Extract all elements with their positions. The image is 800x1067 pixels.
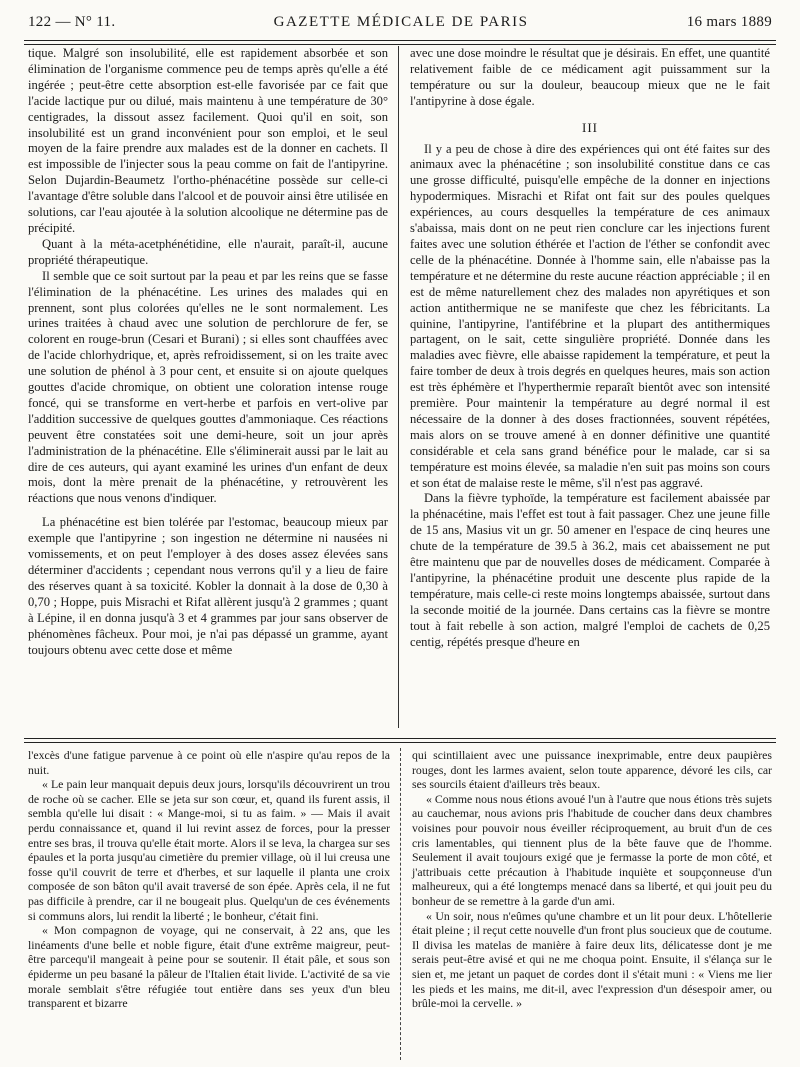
article-column-left xyxy=(28,46,388,658)
paragraph: Il y a peu de chose à dire des expériences qui ont été faites sur des animaux avec la phénacétine ; son insolubilité constitue dans ce cas une grosse difficulté, puisqu'elle empêche de la donner en injections hypodermiques. Misrachi et Rifat ont fait sur des poules quelques expériences, au cours desquelles la température de ces animaux s'abaissa, mais dont on ne peut rien conclure car les injections furent faites avec une solution éthérée et l'action de l'éther se confondit avec celle de la phénacétine. Donnée à l'homme sain, elle n'abaisse pas la température et ne détermine du reste aucune réaction appréciable ; il en est de même naturellement chez des malades non apyrétiques et son action antithermique ne se manifeste que chez les fébricitants. La quinine, l'antipyrine, l'antifébrine et la plupart des antithermiques partagent, on le sait, cette singulière propriété. Donnée dans les maladies avec fièvre, elle abaisse rapidement la température, et peut la faire tomber de deux à trois degrés en quelques heures, mais son action est très éphémère et l'hyperthermie reparaît bientôt avec son intensité première. Pour maintenir la température au degré normal il est nécessaire de la donner à des doses fractionnées, souvent répétées, mais alors on se trouve amené à en donner définitive une quantité considérable et cela sans grand bénéfice pour le malade, car si sa température est moins élevée, sa maladie n'en suit pas moins son cours et son état de malaise reste le même, s'il n'est pas aggravé. xyxy=(410,141,770,490)
paragraph: Quant à la méta-acetphénétidine, elle n'aurait, paraît-il, aucune propriété thérapeutique. xyxy=(28,236,388,267)
paragraph: La phénacétine est bien tolérée par l'estomac, beaucoup mieux par exemple que l'antipyrine ; son ingestion ne détermine ni nausées ni vomissements, et on peut l'employer à des doses assez élevées sans déterminer d'accidents ; cependant nous verrons qu'il y a lieu de faire des réserves quant à sa toxicité. Kobler la donnait à la dose de 0,30 à 0,70 ; Hoppe, puis Misrachi et Rifat allèrent jusqu'à 2 grammes ; quant à Lépine, il en donna jusqu'à 3 et 4 grammes par jour sans observer de phénomènes fâcheux. Pour moi, je n'ai pas dépassé un gramme, ayant toujours obtenu avec cette dose et même xyxy=(28,515,388,657)
paragraph: « Comme nous nous étions avoué l'un à l'autre que nous étions très sujets au cauchemar, nous avions pris l'habitude de coucher dans deux chambres voisines pour pouvoir nous éveiller réciproquement, au bruit d'un de ces cris lamentables, qui tiennent plus de la bête fauve que de l'homme. Seulement il avait toujours exigé que je fermasse la porte de mon côté, et j'attribuais cette précaution à l'habitude inquiète et soupçonneuse d'un malheureux, qui a été longtemps menacé dans sa liberté, et qui jouit peu du bonheur de se remettre à la garde d'un ami. xyxy=(412,791,772,908)
column-divider xyxy=(398,46,399,728)
section-heading: III xyxy=(582,119,598,135)
column-divider xyxy=(400,748,401,1060)
article-column-right xyxy=(410,46,770,651)
paragraph: « Le pain leur manquait depuis deux jours, lorsqu'ils découvrirent un trou de roche où se cacher. Elle se jeta sur son cœur, et, quand ils furent assis, il sembla qu'elle lui disait : « Mange-moi, si tu as faim. » — Mais il avait perdu connaissance et, quand il lui revint assez de forces, pour la presser entre ses bras, il trouva qu'elle était morte. Alors il se leva, la chargea sur ses épaules et la porta jusqu'au cimetière du premier village, où il lui creusa une fosse qu'il couvrit de terre et d'herbes, et sur laquelle il planta une croix composée de son bâton qu'il avait traversé de son épée. Après cela, il ne fut pas difficile à prendre, car il ne bougeait plus. Quelqu'un de ces événements si communs alors, lui rendit la liberté ; le bonheur, c'était fini. xyxy=(28,777,390,923)
paragraph: Dans la fièvre typhoïde, la température est facilement abaissée par la phénacétine, mais l'effet est tout à fait passager. Chez une jeune fille de 15 ans, Masius vit un gr. 50 amener en l'espace de cinq heures une chute de la température de 39.5 à 36.2, mais cet abaissement ne put être maintenu que par de nouvelles doses de médicament. Comparée à l'antipyrine, la phénacétine produit une descente plus rapide de la température, mais celle-ci reste moins longtemps abaissée, surtout dans la seconde moitié de la journée. Dans certains cas la fièvre se montre tout à fait rebelle à son action, malgré l'emploi de cachets de 0,25 centig, répétés presque d'heure en xyxy=(410,491,770,649)
issue-date: 16 mars 1889 xyxy=(686,14,772,30)
page-number-issue: 122 — N° 11. xyxy=(28,14,116,30)
feuilleton-separator-rule xyxy=(24,738,776,743)
paragraph: « Un soir, nous n'eûmes qu'une chambre et un lit pour deux. L'hôtellerie était pleine ; il reçut cette nouvelle d'un front plus soucieux que de coutume. Il divisa les matelas de manière à faire deux lits, délicatesse dont je me serais peut-être avisé et qui ne me choqua point. Ensuite, il s'élança sur le sien et, me jetant un paquet de cordes dont il s'était muni : « Viens me lier les pieds et les mains, me dit-il, avec l'expression d'un désespoir amer, ou brûle-moi la cervelle. » xyxy=(412,908,772,1011)
feuilleton-column-left xyxy=(28,748,390,1011)
paragraph: l'excès d'une fatigue parvenue à ce point où elle n'aspire qu'au repos de la nuit. xyxy=(28,748,390,777)
paragraph: Il semble que ce soit surtout par la peau et par les reins que se fasse l'élimination de la phénacétine. Les urines des malades qui en prennent, sont plus colorées qu'elles ne le sont normalement. Les urines traitées à chaud avec une solution de perchlorure de fer, se colorent en rouge-brun (Cesari et Burani) ; si elles sont chauffées avec de l'acide chlorhydrique, et, après refroidissement, si on les traite avec une solution de phénol à 3 pour cent, et ensuite si on ajoute quelques gouttes d'acide chromique, on obtient une coloration intense rouge foncé, qui se transforme en vert-herbe et parfois en vert-olive par l'addition successive de quelques gouttes d'ammoniaque. Ces réactions peuvent être constatées soit une demi-heure, soit un jour après l'administration de la phénacétine. Elle s'éliminerait aussi par le lait au dire de ces auteurs, qui ayant examiné les urines d'un enfant de deux mois, dont la mère prenait de la phénacétine, y retrouvèrent les réactions que nous venons d'indiquer. xyxy=(28,268,388,506)
page-header xyxy=(28,14,772,38)
paragraph: « Mon compagnon de voyage, qui ne conservait, à 22 ans, que les linéaments d'une belle et noble figure, était d'une extrême maigreur, peut-être parcequ'il mangeait à peine pour se soutenir. Il était pâle, et sous son épiderme un peu basané la pâleur de l'Italien était livide. L'activité de sa vie morale semblait s'être réfugiée tout entière dans ses yeux d'un bleu transparent et bizarre xyxy=(28,923,390,1011)
paragraph: qui scintillaient avec une puissance inexprimable, entre deux paupières rouges, dont les larmes avaient, selon toute apparence, dévoré les cils, car ses sourcils étaient d'ailleurs très beaux. xyxy=(412,748,772,792)
paragraph: tique. Malgré son insolubilité, elle est rapidement absorbée et son élimination de l'organisme commence peu de temps après qu'elle a été ingérée ; peut-être cette absorption est-elle favorisée par ce fait que l'acide lactique pur ou dilué, mais maintenu à une température de 30° centigrades, la dissout assez facilement. Quoi qu'il en soit, son insolubilité est un grand inconvénient pour son emploi, et le seul moyen de la faire prendre aux malades est de la donner en cachets. Il est impossible de l'injecter sous la peau comme on fait de l'antipyrine. Selon Dujardin-Beaumetz l'ortho-phénacétine possède sur celle-ci l'avantage d'être soluble dans l'alcool et de pouvoir ainsi être utilisée en solutions, car l'eau ajoutée à la solution alcoolique ne détermine pas de précipité. xyxy=(28,46,388,235)
publication-title: GAZETTE MÉDICALE DE PARIS xyxy=(273,14,529,30)
paragraph: avec une dose moindre le résultat que je désirais. En effet, une quantité relativement faible de ce médicament agit puissamment sur la température ou sur la douleur, beaucoup mieux que ne le fait l'antipyrine à dose égale. xyxy=(410,46,770,108)
header-rule xyxy=(24,40,776,45)
feuilleton-column-right xyxy=(412,748,772,1011)
